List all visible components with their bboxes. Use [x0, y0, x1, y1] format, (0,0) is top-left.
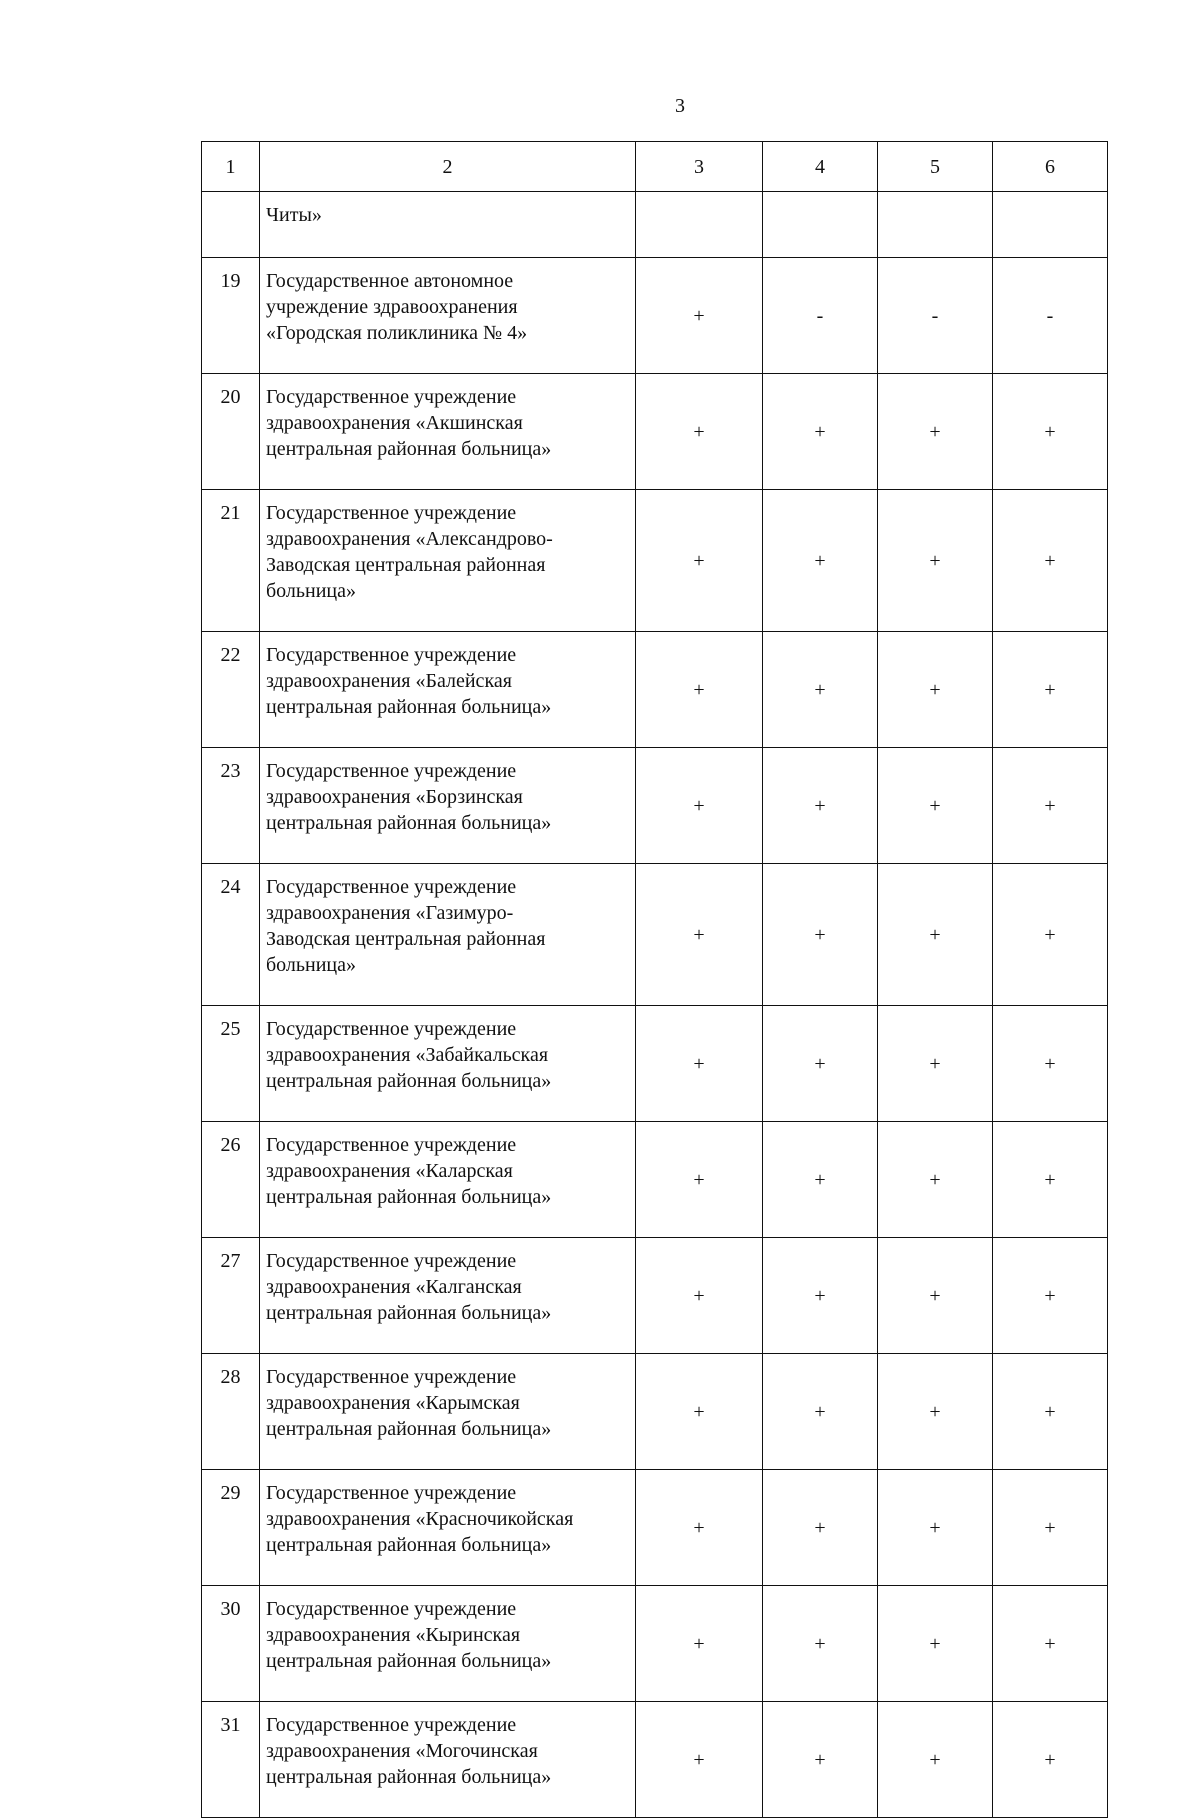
name-line: здравоохранения «Калганская	[266, 1276, 522, 1298]
name-line: «Городская поликлиника № 4»	[266, 322, 528, 344]
mark-cell-4: +	[763, 1006, 878, 1122]
table-row	[202, 374, 1108, 490]
institution-name	[260, 1006, 636, 1122]
mark-cell-4: +	[763, 374, 878, 490]
header-cell-2: 2	[260, 142, 636, 192]
row-number: 19	[202, 258, 260, 374]
name-line: Государственное учреждение	[266, 1482, 517, 1504]
mark-cell-6: +	[993, 1470, 1108, 1586]
institution-name	[260, 1702, 636, 1818]
row-number: 22	[202, 632, 260, 748]
row-number: 24	[202, 864, 260, 1006]
mark-cell-5: -	[878, 258, 993, 374]
mark-cell-6: +	[993, 1238, 1108, 1354]
institution-name	[260, 1354, 636, 1470]
table-row	[202, 748, 1108, 864]
table-header-row	[202, 142, 1108, 192]
header-cell-4: 4	[763, 142, 878, 192]
mark-cell-5: +	[878, 632, 993, 748]
table-row	[202, 1122, 1108, 1238]
row-number: 20	[202, 374, 260, 490]
name-line: центральная районная больница»	[266, 1650, 552, 1672]
header-cell-6: 6	[993, 142, 1108, 192]
name-line: здравоохранения «Кыринская	[266, 1624, 521, 1646]
mark-cell-4: +	[763, 1122, 878, 1238]
institution-name	[260, 864, 636, 1006]
page-number: 3	[675, 95, 685, 117]
mark-cell-5	[878, 192, 993, 258]
mark-cell-3: +	[636, 1238, 763, 1354]
mark-cell-6: +	[993, 374, 1108, 490]
mark-cell-5: +	[878, 864, 993, 1006]
mark-cell-6: +	[993, 490, 1108, 632]
name-line: центральная районная больница»	[266, 1766, 552, 1788]
mark-cell-6: +	[993, 1586, 1108, 1702]
row-number: 25	[202, 1006, 260, 1122]
mark-cell-3: +	[636, 1586, 763, 1702]
institution-name	[260, 258, 636, 374]
institution-name	[260, 192, 636, 258]
mark-cell-3: +	[636, 748, 763, 864]
mark-cell-3: +	[636, 490, 763, 632]
name-line: здравоохранения «Красночикойская	[266, 1508, 574, 1530]
mark-cell-5: +	[878, 1238, 993, 1354]
name-line: Государственное автономное	[266, 270, 514, 292]
row-number: 29	[202, 1470, 260, 1586]
mark-cell-4: +	[763, 490, 878, 632]
mark-cell-5: +	[878, 1702, 993, 1818]
mark-cell-6: +	[993, 632, 1108, 748]
name-line: центральная районная больница»	[266, 438, 552, 460]
table-row	[202, 1354, 1108, 1470]
table-row	[202, 1006, 1108, 1122]
name-line: Государственное учреждение	[266, 502, 517, 524]
table-row	[202, 1470, 1108, 1586]
name-line: здравоохранения «Каларская	[266, 1160, 513, 1182]
mark-cell-4: +	[763, 748, 878, 864]
mark-cell-3	[636, 192, 763, 258]
name-line: центральная районная больница»	[266, 1418, 552, 1440]
name-line: здравоохранения «Могочинская	[266, 1740, 538, 1762]
mark-cell-6: -	[993, 258, 1108, 374]
mark-cell-6: +	[993, 864, 1108, 1006]
mark-cell-6: +	[993, 748, 1108, 864]
mark-cell-5: +	[878, 1354, 993, 1470]
institution-name	[260, 374, 636, 490]
institution-name	[260, 1586, 636, 1702]
name-line: Государственное учреждение	[266, 1366, 517, 1388]
name-line: центральная районная больница»	[266, 1070, 552, 1092]
mark-cell-3: +	[636, 1470, 763, 1586]
name-line: учреждение здравоохранения	[266, 296, 518, 318]
mark-cell-5: +	[878, 1586, 993, 1702]
mark-cell-6	[993, 192, 1108, 258]
name-line: здравоохранения «Балейская	[266, 670, 512, 692]
name-line: Государственное учреждение	[266, 386, 517, 408]
row-number: 26	[202, 1122, 260, 1238]
institution-name	[260, 1122, 636, 1238]
row-number: 28	[202, 1354, 260, 1470]
institution-name	[260, 748, 636, 864]
row-number: 21	[202, 490, 260, 632]
name-line: здравоохранения «Забайкальская	[266, 1044, 549, 1066]
table-row	[202, 258, 1108, 374]
mark-cell-4	[763, 192, 878, 258]
name-line: центральная районная больница»	[266, 1534, 552, 1556]
institution-name	[260, 1470, 636, 1586]
mark-cell-5: +	[878, 1470, 993, 1586]
mark-cell-6: +	[993, 1354, 1108, 1470]
name-line: Государственное учреждение	[266, 1714, 517, 1736]
mark-cell-5: +	[878, 490, 993, 632]
name-line: Читы»	[266, 204, 322, 226]
mark-cell-4: +	[763, 1238, 878, 1354]
header-cell-1: 1	[202, 142, 260, 192]
row-number: 23	[202, 748, 260, 864]
name-line: здравоохранения «Газимуро-	[266, 902, 514, 924]
table-body	[202, 142, 1108, 1818]
name-line: Государственное учреждение	[266, 1134, 517, 1156]
mark-cell-3: +	[636, 864, 763, 1006]
table-row	[202, 490, 1108, 632]
name-line: Заводская центральная районная	[266, 554, 546, 576]
row-number: 31	[202, 1702, 260, 1818]
header-cell-5: 5	[878, 142, 993, 192]
mark-cell-4: +	[763, 1354, 878, 1470]
institutions-table	[201, 141, 1108, 1818]
name-line: Государственное учреждение	[266, 1250, 517, 1272]
mark-cell-3: +	[636, 632, 763, 748]
row-number	[202, 192, 260, 258]
name-line: здравоохранения «Акшинская	[266, 412, 523, 434]
name-line: центральная районная больница»	[266, 1186, 552, 1208]
name-line: больница»	[266, 954, 356, 976]
name-line: Государственное учреждение	[266, 1598, 517, 1620]
name-line: центральная районная больница»	[266, 696, 552, 718]
table-row	[202, 1586, 1108, 1702]
name-line: здравоохранения «Александрово-	[266, 528, 553, 550]
name-line: Государственное учреждение	[266, 876, 517, 898]
mark-cell-3: +	[636, 1354, 763, 1470]
mark-cell-5: +	[878, 748, 993, 864]
mark-cell-4: +	[763, 632, 878, 748]
institution-name	[260, 1238, 636, 1354]
name-line: Государственное учреждение	[266, 760, 517, 782]
mark-cell-3: +	[636, 1702, 763, 1818]
mark-cell-3: +	[636, 1122, 763, 1238]
institution-name	[260, 632, 636, 748]
mark-cell-4: +	[763, 1586, 878, 1702]
name-line: здравоохранения «Борзинская	[266, 786, 523, 808]
name-line: центральная районная больница»	[266, 1302, 552, 1324]
name-line: здравоохранения «Карымская	[266, 1392, 520, 1414]
table-row	[202, 632, 1108, 748]
institution-name	[260, 490, 636, 632]
table-row	[202, 1702, 1108, 1818]
table-row	[202, 1238, 1108, 1354]
mark-cell-3: +	[636, 374, 763, 490]
mark-cell-5: +	[878, 1006, 993, 1122]
row-number: 27	[202, 1238, 260, 1354]
table-row	[202, 864, 1108, 1006]
mark-cell-4: +	[763, 1470, 878, 1586]
mark-cell-3: +	[636, 1006, 763, 1122]
mark-cell-6: +	[993, 1006, 1108, 1122]
mark-cell-6: +	[993, 1122, 1108, 1238]
mark-cell-4: +	[763, 864, 878, 1006]
mark-cell-4: +	[763, 1702, 878, 1818]
name-line: Заводская центральная районная	[266, 928, 546, 950]
name-line: Государственное учреждение	[266, 1018, 517, 1040]
name-line: Государственное учреждение	[266, 644, 517, 666]
mark-cell-4: -	[763, 258, 878, 374]
header-cell-3: 3	[636, 142, 763, 192]
row-number: 30	[202, 1586, 260, 1702]
mark-cell-6: +	[993, 1702, 1108, 1818]
continuation-row	[202, 192, 1108, 258]
mark-cell-5: +	[878, 374, 993, 490]
name-line: больница»	[266, 580, 356, 602]
mark-cell-5: +	[878, 1122, 993, 1238]
mark-cell-3: +	[636, 258, 763, 374]
name-line: центральная районная больница»	[266, 812, 552, 834]
